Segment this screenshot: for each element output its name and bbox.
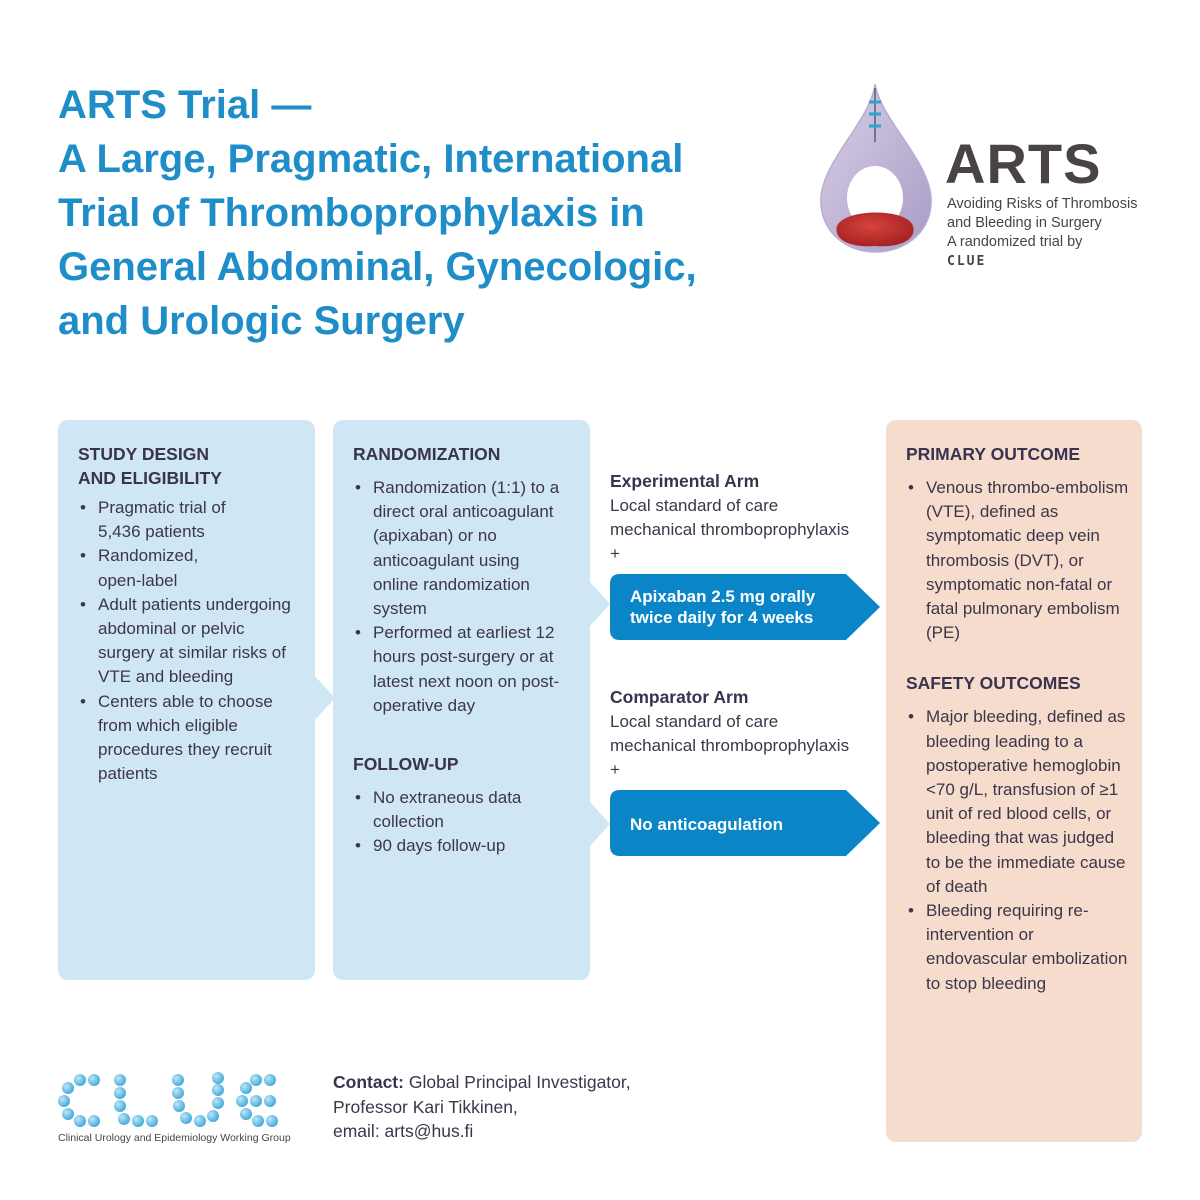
study-design-panel: [58, 420, 315, 980]
comparator-treatment-arrow: [610, 790, 880, 856]
list-item: • 90 days follow-up: [353, 834, 573, 858]
logo-subtitle-line: [947, 233, 1137, 271]
title-line: Trial of Thromboprophylaxis in: [58, 191, 645, 235]
contact-line: Professor Kari Tikkinen,: [333, 1096, 518, 1117]
logo-tagline: A randomized trial by: [947, 234, 1083, 250]
clue-caption: Clinical Urology and Epidemiology Working Group: [58, 1132, 291, 1144]
primary-outcome-heading: PRIMARY OUTCOME: [906, 444, 1081, 464]
logo-name: ARTS: [945, 132, 1102, 195]
contact-email: email: arts@hus.fi: [333, 1121, 474, 1141]
randomization-heading: RANDOMIZATION: [353, 444, 501, 464]
list-item: • Randomization (1:1) to a direct oral anticoagulant (apixaban) or no anticoagulant using online randomization system: [353, 476, 563, 621]
contact-block: [333, 1070, 631, 1144]
list-item: • Venous thrombo-embolism (VTE), defined as symptomatic deep vein thrombosis (DVT), or symptomatic non-fatal or fatal pulmonary embolism (PE): [906, 476, 1141, 645]
contact-line: [333, 1070, 631, 1095]
experimental-arm-description: Local standard of care mechanical thromboprophylaxis +: [610, 496, 850, 564]
list-item: • Bleeding requiring re-intervention or endovascular embolization to stop bleeding: [906, 899, 1131, 996]
list-item: • Centers able to choose from which eligible procedures they recruit patients: [78, 690, 298, 787]
heading-line: STUDY DESIGN: [78, 444, 209, 464]
clue-inline-brand: CLUE: [947, 254, 987, 269]
logo-subtitle: [947, 195, 1137, 271]
heading-line: AND ELIGIBILITY: [78, 468, 222, 488]
logo-subtitle-line: and Bleeding in Surgery: [947, 215, 1102, 231]
randomization-panel: [333, 420, 590, 980]
clue-wordmark: [58, 1072, 293, 1127]
outcomes-panel: [886, 420, 1142, 1142]
treatment-line: Apixaban 2.5 mg orally: [630, 587, 816, 606]
experimental-treatment-arrow: [610, 574, 880, 640]
treatment-line: twice daily for 4 weeks: [630, 608, 814, 627]
contact-role: Global Principal Investigator,: [403, 1072, 631, 1092]
contact-label: Contact:: [333, 1072, 404, 1092]
flow-notch: [590, 582, 610, 626]
title-line: General Abdominal, Gynecologic,: [58, 245, 697, 289]
page-title: [58, 78, 818, 348]
primary-outcome-list: [906, 476, 1129, 645]
logo-subtitle-line: Avoiding Risks of Thrombosis: [947, 196, 1138, 212]
follow-up-heading: FOLLOW-UP: [353, 754, 459, 775]
title-line: ARTS Trial —: [58, 83, 312, 127]
list-item: • Performed at earliest 12 hours post-surgery or at latest next noon on post-operative day: [353, 621, 573, 718]
flow-notch: [315, 676, 335, 720]
arts-logo: [815, 80, 1175, 270]
comparator-arm-heading: Comparator Arm: [610, 687, 749, 707]
list-item: • Major bleeding, defined as bleeding leading to a postoperative hemoglobin <70 g/L, transfusion of ≥1 unit of red blood cells, or bleeding that was judged to be the immediate cause of death: [906, 705, 1126, 899]
randomization-list: [353, 476, 574, 718]
comparator-arm-description: Local standard of care mechanical thromboprophylaxis +: [610, 712, 850, 780]
blood-drop-icon: [815, 80, 940, 255]
study-design-list: [78, 496, 299, 786]
title-line: A Large, Pragmatic, International: [58, 137, 684, 181]
title-line: and Urologic Surgery: [58, 299, 465, 343]
safety-outcomes-heading: SAFETY OUTCOMES: [906, 673, 1081, 694]
list-item: • No extraneous data collection: [353, 786, 563, 834]
study-design-heading: [78, 442, 299, 490]
experimental-arm-heading: Experimental Arm: [610, 471, 760, 491]
list-item: • Adult patients undergoing abdominal or pelvic surgery at similar risks of VTE and bleeding: [78, 593, 298, 690]
follow-up-list: [353, 786, 574, 859]
flow-notch: [590, 802, 610, 846]
list-item: • Pragmatic trial of 5,436 patients: [78, 496, 248, 544]
comparator-treatment-text: No anticoagulation: [630, 815, 783, 834]
list-item: • Randomized, open-label: [78, 544, 218, 592]
safety-outcomes-list: [906, 705, 1126, 995]
experimental-treatment-text: [630, 586, 815, 628]
